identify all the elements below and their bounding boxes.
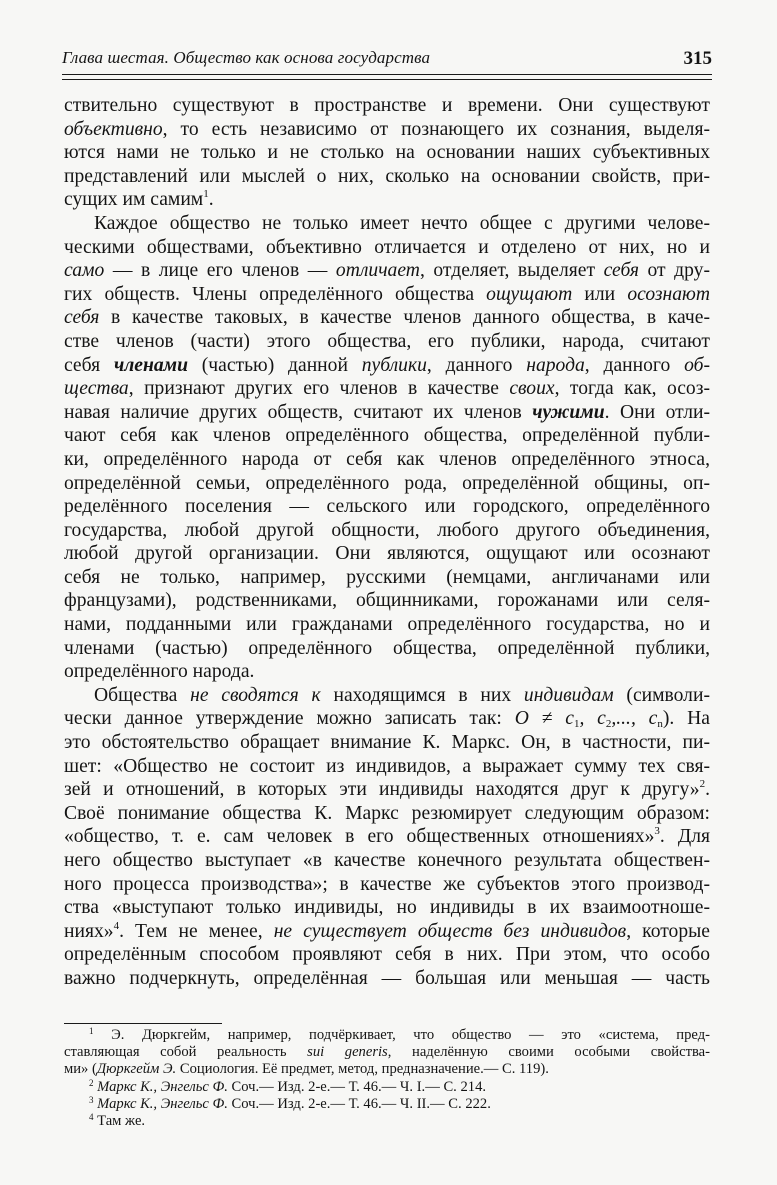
footnote-ref: 2 [89,1077,94,1088]
text-run: находящимся в них [320,684,524,706]
text-line [64,566,710,590]
text-run: стве членов (части) этого общества, его публики, народа, считают [64,330,710,352]
text-run: зей и отношений, в которых эти индивиды находятся друг к другу» [64,779,700,801]
footnote-line [64,1079,710,1096]
footnote-ref: 1 [203,188,209,201]
emphasis-text: членами [113,354,188,376]
text-run: ). На [662,708,710,730]
text-run: сущих им самим [64,189,204,211]
footnote-line [64,1096,710,1113]
text-line [64,94,710,118]
emphasis-text: себя [64,307,100,329]
text-line [64,920,710,944]
text-line [64,707,710,731]
text-run: государства, любой другой общности, любого другого объединения, [64,519,710,541]
emphasis-text: индивидам [523,684,614,706]
text-line [64,613,710,637]
emphasis-text: n [657,718,663,731]
text-line [64,684,710,708]
text-run: навая наличие других обществ, считают их членов [64,401,533,423]
footnote-ref: 4 [113,919,120,932]
text-line [64,165,710,189]
emphasis-text: Маркс К., Энгельс Ф. [97,1095,228,1112]
text-run: . Они отли- [604,401,710,423]
text-line [64,141,710,165]
text-run: Э. Дюркгейм, например, подчёркивает, что общество — это «система, пред- [93,1027,710,1043]
text-run: в качестве таковых, в качестве членов данного общества, в каче- [99,307,710,329]
text-line [64,306,710,330]
text-run: представлений или мыслей о них, сколько на основании свойств, при- [64,165,710,187]
emphasis-text: щества [64,378,129,400]
text-run: Соч.— Изд. 2-е.— Т. 46.— Ч. I.— С. 214. [227,1078,487,1095]
emphasis-text: чужими [532,401,605,423]
text-line [64,188,710,212]
text-line [64,401,710,425]
text-line [64,212,710,236]
emphasis-text: народа [526,354,585,376]
text-line [64,330,710,354]
header-rule-thick [62,74,712,75]
text-run: ставляющая собой реальность [64,1044,308,1061]
text-run: Общества [94,684,191,706]
text-line [64,896,710,920]
text-run: ки, определённого народа от себя как членов определённого этноса, [64,448,710,470]
text-run: Своё понимание общества К. Маркс резюмирует следующим образом: [64,802,710,824]
text-line [64,849,710,873]
text-line [64,967,710,991]
running-header [62,44,712,72]
body-text [64,94,710,991]
emphasis-text: не существует обществ без индивидов [273,920,627,942]
emphasis-text: , c [579,708,606,730]
emphasis-text: об- [684,354,710,376]
text-run: важно подчеркнуть, определённая — большая или меньшая — часть [64,967,710,989]
text-run: от дру- [638,260,710,282]
footnote-separator [64,1023,222,1024]
text-run: Там же. [93,1112,146,1129]
emphasis-text: публики [361,354,427,376]
text-run: ного процесса производства»; в качестве же субъектов этого производ- [64,873,710,895]
emphasis-text: Маркс К., Энгельс Ф. [97,1078,228,1095]
text-line [64,354,710,378]
text-line [64,236,710,260]
footnote-line [64,1061,710,1078]
text-run: это обстоятельство обращает внимание К. Маркс. Он, в частности, пи- [64,732,710,754]
text-run: . [705,779,710,801]
header-rule-thin [62,79,712,80]
footnotes [64,1027,710,1130]
footnote-ref: 4 [89,1111,94,1122]
text-run: — в лице его членов — [104,260,336,282]
emphasis-text: осознают [627,283,710,305]
text-run: нами, подданными или гражданами определённого государства, но и [64,614,710,636]
text-run: чают себя как членов определённого общества, определённой публи- [64,425,710,447]
text-line [64,637,710,661]
text-line [64,755,710,779]
text-line [64,495,710,519]
text-line [64,259,710,283]
emphasis-text: отличает [335,260,420,282]
text-run: , признают других его членов в качестве [128,378,510,400]
text-run: , наделённую своими особыми свойства- [387,1044,710,1061]
text-run: . [208,189,214,211]
footnote-ref: 1 [89,1026,94,1036]
text-run: (символи- [613,684,710,706]
emphasis-text: 2 [605,718,612,731]
text-line [64,778,710,802]
text-run: определённой семьи, определённого рода, определённой общины, оп- [64,472,710,494]
emphasis-text: ,..., c [611,708,658,730]
page-number: 315 [683,48,712,69]
text-run: себя [64,354,114,376]
emphasis-text: себя [603,260,639,282]
text-run: (частью) данной [187,354,362,376]
emphasis-text: само [64,260,105,282]
text-line [64,660,710,684]
text-line [64,472,710,496]
text-line [64,283,710,307]
text-line [64,377,710,401]
text-run: членами (частью) определённого общества, определённой публики, [64,637,710,659]
text-run: ми» ( [64,1061,97,1078]
emphasis-text: O ≠ c [514,708,574,730]
text-line [64,424,710,448]
text-run: , данного [584,354,685,376]
text-run: , тогда как, осоз- [554,378,710,400]
text-run: ниях» [64,920,114,942]
text-line [64,731,710,755]
emphasis-text: объективно [64,118,163,140]
text-run: . Тем не менее, [119,920,274,942]
text-run: ческими обществами, объективно отличается и отделено от них, но и [64,236,710,258]
text-run: , отделяет, выделяет [419,260,604,282]
text-line [64,542,710,566]
text-run: , данного [426,354,527,376]
footnote-ref: 3 [654,825,660,838]
text-run: ются нами не только и не столько на основании наших субъективных [64,142,710,164]
text-line [64,943,710,967]
text-run: ства «выступают только индивиды, но индивиды в их взаимоотноше- [64,897,710,919]
text-line [64,802,710,826]
text-run: Социология. Её предмет, метод, предназначение.— С. 119). [176,1061,549,1078]
text-line [64,519,710,543]
emphasis-text: Дюркгейм Э. [96,1061,177,1078]
running-title: Глава шестая. Общество как основа государства [62,48,431,67]
text-run: ределённого поселения — сельского или городского, определённого [64,496,710,518]
text-run: , которые [626,920,711,942]
text-run: себя не только, например, русскими (немцами, англичанами или [64,566,710,588]
emphasis-text: 1 [573,718,580,731]
text-run: шет: «Общество не состоит из индивидов, а выражает сумму тех свя- [64,755,710,777]
footnote-ref: 2 [699,778,706,791]
text-run: Соч.— Изд. 2-е.— Т. 46.— Ч. II.— С. 222. [227,1095,491,1112]
text-run: гих обществ. Члены определённого общества [64,283,487,305]
emphasis-text: ощущают [486,283,573,305]
text-line [64,873,710,897]
footnote-ref: 3 [89,1094,94,1105]
text-run: французами), родственниками, общинниками, горожанами или селя- [64,590,710,612]
text-run: него общество выступает «в качестве конечного результата обществен- [64,850,710,871]
text-run: или [572,283,628,305]
text-run: чески данное утверждение можно записать так: [64,708,515,730]
text-run: Каждое общество не только имеет нечто общее с другими челове- [94,212,710,234]
emphasis-text: своих [509,378,555,400]
text-run: определённого народа. [64,661,255,683]
footnote-line [64,1113,710,1130]
text-line [64,448,710,472]
footnote-line [64,1044,710,1061]
text-run: . Для [659,826,710,848]
text-line [64,589,710,613]
text-run: , то есть независимо от познающего их сознания, выделя- [162,118,710,140]
text-run: любой другой организации. Они являются, ощущают или осознают [64,543,710,565]
text-run: «общество, т. е. сам человек в его общественных отношениях» [64,826,655,848]
footnote-line [64,1027,710,1044]
text-run: определённым способом проявляют себя в них. При этом, что особо [64,944,710,966]
emphasis-text: sui generis [307,1044,388,1061]
text-line [64,118,710,142]
text-run: ствительно существуют в пространстве и времени. Они существуют [64,95,710,116]
text-line [64,825,710,849]
emphasis-text: не сводятся к [190,684,321,706]
